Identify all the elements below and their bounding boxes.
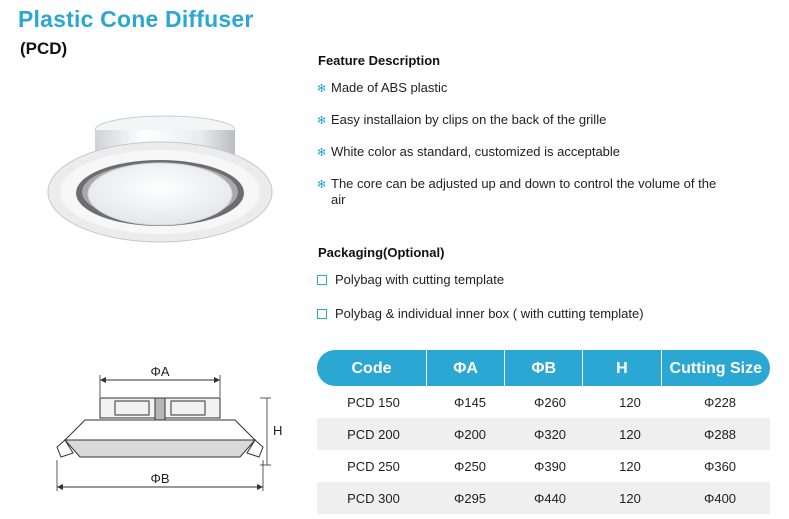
table-header [317, 350, 770, 386]
asterisk-bullet-icon: ✻ [317, 147, 327, 159]
packaging-option: Polybag & individual inner box ( with cutting template) [316, 306, 644, 340]
table-row: PCD 300 Φ295 Φ440 120 Φ400 [317, 482, 770, 514]
table-row: PCD 250 Φ250 Φ390 120 Φ360 [347, 458, 737, 474]
empty-checkbox-icon [317, 309, 327, 319]
packaging-list [316, 272, 644, 340]
packaging-option: Polybag with cutting template [316, 272, 644, 306]
page-title: Plastic Cone Diffuser [18, 6, 254, 32]
asterisk-bullet-icon: ✻ [317, 179, 327, 191]
feature-heading: Feature Description [318, 53, 441, 68]
column-header-phi-b: ΦB [505, 350, 583, 386]
column-header-cutting-size: Cutting Size [669, 359, 762, 377]
feature-item: ✻ Easy installaion by clips on the back of the grille [317, 112, 607, 127]
asterisk-bullet-icon: ✻ [317, 115, 327, 127]
column-header-phi-a: ΦA [427, 350, 505, 386]
spec-table [317, 350, 770, 514]
feature-list [316, 80, 736, 208]
model-code: (PCD) [20, 39, 68, 58]
feature-item: ✻ The core can be adjusted up and down to control the volume of the air [317, 176, 717, 207]
dimension-a-label: ΦA [150, 364, 170, 379]
dimension-drawing [55, 364, 283, 493]
column-header-code: Code [317, 350, 427, 386]
packaging-heading: Packaging(Optional) [318, 245, 445, 260]
dimension-b-label: ΦB [150, 471, 170, 486]
table-row: PCD 150 Φ145 Φ260 120 Φ228 [347, 394, 737, 410]
table-row: PCD 200 Φ200 Φ320 120 Φ288 [317, 418, 770, 450]
feature-item: ✻ White color as standard, customized is acceptable [317, 144, 621, 159]
dimension-h-label: H [273, 423, 283, 438]
feature-item: ✻ Made of ABS plastic [317, 80, 448, 95]
empty-checkbox-icon [317, 275, 327, 285]
column-header-h: H [583, 350, 661, 386]
product-photo [40, 100, 295, 260]
asterisk-bullet-icon: ✻ [317, 83, 327, 95]
